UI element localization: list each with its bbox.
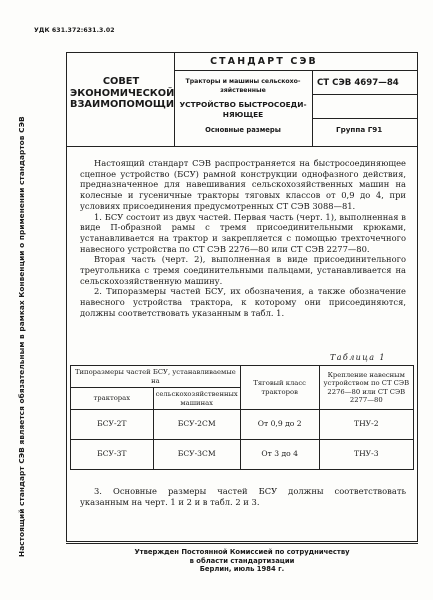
cell-mount: ТНУ-2 [319,410,413,440]
header-rule-bottom [66,146,418,147]
group-rule [312,118,418,119]
cell-machine: БСУ-2СМ [153,410,240,440]
udk-code: УДК 631.372:631.3.02 [34,27,115,34]
approval-line-2: в области стандартизации [189,556,295,565]
table-label: Таблица 1 [330,353,386,362]
th-sizes: Типоразмеры частей БСУ, устанавливаемые на [71,366,241,388]
cell-class: От 0,9 до 2 [240,410,319,440]
code-rule [312,94,418,95]
council-line-1: СОВЕТ [102,76,140,87]
paragraph-1: 1. БСУ состоит из двух частей. Первая часть (черт. 1), выполненная в виде П-образной рамы с тремя присоединительными крюками, устанавливается на трактор и закрепляется с помощью трехточечного навесного устройства по СТ СЭВ 2276—80 или СТ СЭВ 2277—80. [80,211,406,254]
title-line-2: зяйственные [220,86,266,94]
title-line-1: Тракторы и машины сельскохо- [185,78,301,85]
title-device [178,100,308,120]
title-subtitle: Основные размеры [205,126,281,134]
paragraph-3: 3. Основные размеры частей БСУ должны соответствовать указанным на черт. 1 и 2 и в табл. 2 и 3. [80,486,406,507]
body-text [80,158,406,319]
header-divider-right [312,70,313,146]
group-code: Группа Г91 [336,125,383,134]
table-1 [70,365,414,470]
title-subject [178,78,308,95]
th-class: Тяговый класс тракторов [240,366,319,410]
approval-block [70,548,414,574]
council-line-2: ЭКОНОМИЧЕСКОЙ [70,87,175,99]
standard-header: СТАНДАРТ СЭВ [210,56,318,67]
header-rule-top [174,70,418,71]
table-row [71,410,414,440]
sidebar-notice: Настоящий стандарт СЭВ является обязательным в рамках Конвенции о применении стандартов СЭВ [17,116,26,558]
standard-code: СТ СЭВ 4697—84 [317,78,399,88]
th-tractors: тракторах [71,388,154,410]
approval-line-1: Утвержден Постоянной Комиссией по сотрудничеству [134,548,350,556]
council-line-3: ВЗАИМОПОМОЩИ [70,99,175,110]
council-name [70,76,175,111]
paragraph-2: 2. Типоразмеры частей БСУ, их обозначения, а также обозначение навесного устройства трактора, к которому они присоединяются, должны соответствовать указанным в табл. 1. [80,286,406,318]
body-text-after-table [80,486,406,507]
table-row [71,440,414,470]
paragraph-1-second-part: Вторая часть (черт. 2), выполненная в виде присоединительного треугольника с тремя соединительными пальцами, устанавливается на сельскохозяйственную машину. [80,254,406,286]
cell-tractor: БСУ-2Т [71,410,154,440]
approval-line-3: Берлин, июль 1984 г. [199,565,285,574]
cell-machine: БСУ-3СМ [153,440,240,470]
device-line-2: НЯЮЩЕЕ [222,109,264,119]
cell-tractor: БСУ-3Т [71,440,154,470]
th-mount: Крепление навесным устройством по СТ СЭВ 2276—80 или СТ СЭВ 2277—80 [319,366,413,410]
paragraph-scope: Настоящий стандарт СЭВ распространяется на быстросоединяющее сцепное устройство (БСУ) рамной конструкции однофазного действия, предназначенное для навешивания сельскохозяйственных машин на колесные и гусеничные тракторы тяговых классов от 0,9 до 4, при условиях присоединения предусмотренных СТ СЭВ 3088—81. [80,158,406,211]
th-machines: сельскохозяйственных машинах [153,388,240,410]
cell-mount: ТНУ-3 [319,440,413,470]
device-line-1: УСТРОЙСТВО БЫСТРОСОЕДИ- [179,100,307,109]
approval-rule [66,543,418,544]
cell-class: От 3 до 4 [240,440,319,470]
